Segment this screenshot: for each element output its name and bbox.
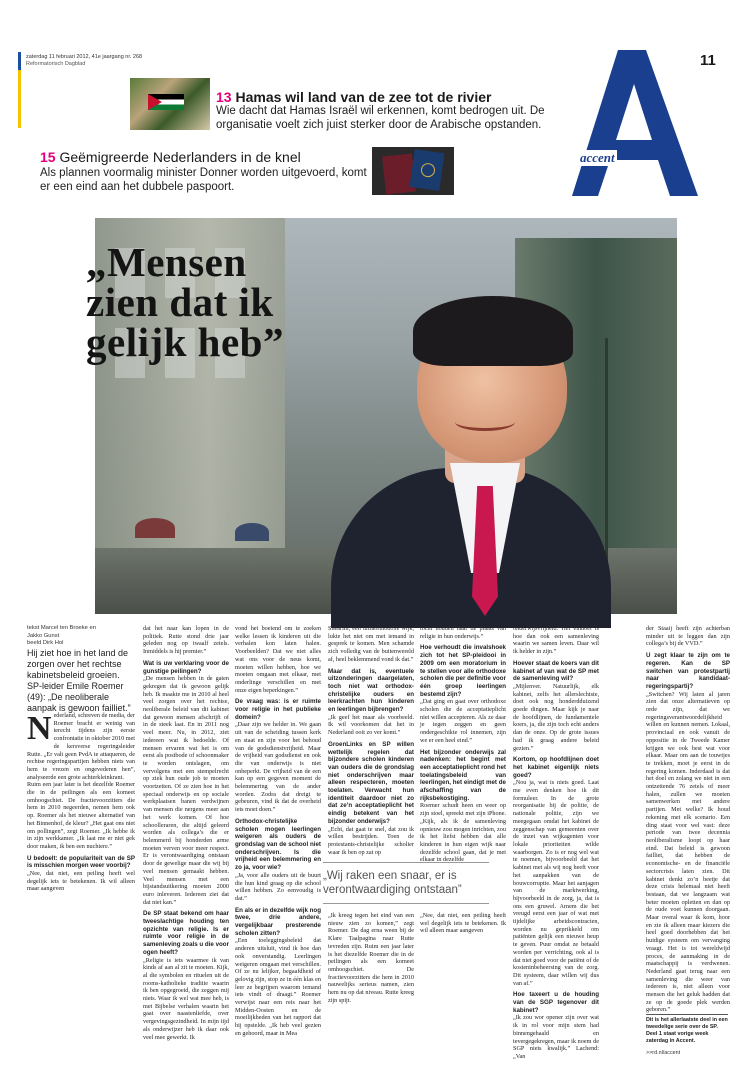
- teaser-headline-hamas[interactable]: [216, 89, 491, 105]
- website-link[interactable]: >>rd.nl/accent: [646, 1050, 681, 1056]
- article-column-1: Nederland, schreven de media, der Roemer bracht er weinig van terecht tijdens zijn eerste confrontatie in oktober 2010 met de kersverse regeringsleider Rutte. „Er valt geen PvdA te attaqueren, de rechtse regeringspartijen hebben niets van hem te vrezen en ongevederen hen”, analyseerde een grote achterkleinkrant. Ruim een jaar later is het dezelfde Roemer die in de peilingen als een komeet omhoogschiet. De fractievoorzitters die hem in 2010 negeerden, nemen hem ook op. Roemer als het nieuwe alternatief van het Binnenhof, de kleur? „Het gaat ons niet om pollingen”, zegt Roemer. „Ik hebbe ik in zijn werkkamer. „Ik laat me er niet gek door maken, ik ben een nuchtere.” U bedoelt: de populariteit van de SP is misschien morgen weer voorbij? „Nee, dat niet, een peiling heeft wel degelijk iets te betekenen. Ik wil alleen maar aangeven: [27, 710, 136, 893]
- paper-name: Reformatorisch Dagblad: [26, 61, 86, 67]
- article-column-6: onderwijsvrijheid. Het eindoel is hoe dan ook een samenleving waarin we samen leven. Daar wil ik helder in zijn.” Hoever staat de koers van dit kabinet af van wat de SP met de samenleving wil? „Mijlenver. Natuurlijk, elk kabinet, zelfs het allerslechtste, doet ook nog honderdduizend goede dingen. Maar kijk je naar de hoofdlijnen, de fundamentele koers, ja, die zijn toch echt anders dan de onze. Op de grote issues had ik graag andere beleid gezien.” Kortom, op hoofdlijnen doet het kabinet eigenlijk niets goed? „Nou ja, wat is niets goed. Laat me even denken hoe ik dit formuleer. In de grote reorganisatie bij de politie, de nationale politie, zijn we meegegaan omdat het kabinet de zeggenschap van gemeenten over de inzet van wijkagenten voor lokale prioriteiten wilde waarborgen. Zo is er nog wel wat te noemen, bijvoorbeeld dat het kabinet met als wij nog heeft voor het aanpakken van de bouwcorruptie. Maar het aanjagen van de marktwerking, bijvoorbeeld in de zorg, ja, dat is ons een gruwel. Arnem die het vreugd eerst een jaar of wat met tijdelijke arbeidscontracten, worden nu geprikkeld om patiënten gelijk een nieuwe heup te geven. Puur omdat ze betaald worden per verrichting, ook al is dat niet goed voor de patiënt of de kosteninbeheersing van de zorg. Dit systeem, daar willen wij dus van af.” Hoe taxeert u de houding van de SGP tegenover dit kabinet? „Ik zou wor opener zijn over wat ik in rol voor mijn stem had binnengehaald en tevergegekregen, maar ik noem de SGP niets kwalijk.” Lachend: „Van: [513, 625, 599, 1060]
- passport-icon: [410, 149, 445, 191]
- section-name: accent: [580, 150, 615, 165]
- teaser-page-number: 13: [216, 89, 232, 105]
- teaser-image-protest[interactable]: [130, 78, 210, 130]
- teaser-page-number: 15: [40, 149, 56, 165]
- letter-a-icon: [572, 50, 698, 196]
- drop-cap: N: [27, 710, 52, 747]
- page-number: 11: [700, 52, 716, 69]
- headline-quote: „Mensen zien dat ik gelijk heb”: [86, 239, 284, 365]
- pull-quote: „Wij raken een snaar, er is verontwaardiging ontstaan”: [323, 862, 489, 904]
- teaser-image-passports[interactable]: [372, 147, 454, 195]
- article-column-2: dat het naar kan lopen in de politiek. Rutte stond drie jaar geleden nog op twaalf zetels. Inmiddels is hij premier.” Wat is uw verklaring voor de gunstige peilingen? „De mensen hebben in de gaten gekregen dat ik gewoon gelijk heb. Ik maakte me in 2010 al heel veel zorgen over het rechtse, neoliberale beleid van dit kabinet dat gewoon mensen afschrijft of in de steek laat. En in 2011 nog veel meer. Nu, in 2012, ziet iedereen wat ik bedoelde. Of mensen ervaren wat het is om eerst als postbode of schoonmaker te worden ontslagen, om vervolgens met een stempelrecht op ziek hun oude job te moeten voortzetten. Of ze zien hoe in het speciaal onderwijs en op sociale werkplaatsen banen verdwijnen van mensen die nergens meer aan het werk komen. Of hoe schoolleraren, die altijd geleerd worden als collega’s die er belemmerd bij honderden arme moeten verven voor meer respect. Er is verontwaardiging ontstaan door de gewelige maar die wij bij veel mensen gemaakt hebben. Veel mensen met een bijstandsuitkering moeten 2000 euro inleveren. Iedereen ziet dat dat niet kan.” De SP staat bekend om haar tweeslachtige houding ten opzichte van religie. Is er ruimte voor religie in de samenleving zoals u die voor ogen heeft? „Religie is iets waarmee ik van kinds af aan al zit te moeten. Kijk, al die symbolen en rituelen uit de rooms-katholieke traditie waarin ik ben opgegroeid, die zeggen mij niets. Waar ik wel wat mee heb, is met Bijbelse verhalen waarin het gaat over naastenliefde, over vergevingsgezindheid. In mijn tijd als onderwijzer heb ik daar ook veel mee gewerkt. Ik: [143, 625, 229, 1041]
- series-note: Dit is het allerlaatste deel in een tweedelige serie over de SP. Deel 1 staat vorige week zaterdag in Accent.: [646, 1014, 728, 1045]
- article-column-5: tocht houden naar de plaats van religie in hun onderwijs.” Hoe verhoudt die invalshoek zich tot het SP-pleidooi in 2009 om een moratorium in te stellen voor alle orthodoxe scholen die per definitie voor één groep leerlingen bestemd zijn? „Dat ging en gaat over orthodoxe scholen die de acceptatieplicht niet willen accepteren. Als ze daar je tegen zeggen en geen ondergeschikte rol innemen, zijn we er een heel eind.” Het bijzonder onderwijs zal nadenken: het begint met een acceptatieplicht rond het toelatingsbeleid van leerlingen, het eindigt met de afschaffing van de rijksbekostiging. Roemer schudt heen en weer op zijn stoel, spreekt met zijn iPhone. „Kijk, als ik de samenleving opnieuw zou mogen inrichten, zou ik het liefst hebben dat alle kinderen in hun eigen wijk naar dezelfde school gaan, dat je met elkaar in dezelfde: [420, 625, 506, 864]
- svg-text:A: A: [631, 128, 633, 129]
- blue-rule: [18, 52, 21, 70]
- section-logo: [566, 48, 698, 198]
- date-line: zaterdag 11 februari 2012, 41e jaargang nr. 268: [26, 54, 143, 60]
- article-column-3: vond het boeiend om te zoeken welke lessen ik kinderen uit die verhalen kon laten halen. Voorbeelden? Dat we niet alles wat ons voor de neus komt, moeten willen hebben, hoe we moeten omgaan met elkaar, met onderlinge verschillen en met onze eigen beperkingen.” De vraag was: is er ruimte voor religie in het publieke domein? „Daar zijn we helder in. We gaan uit van de scheiding tussen kerk en staat en zijn voor het behoud van de godsdienstvrijheid. Maar de vrijheid van godsdienst en ook die van onderwijs is niet onbeperkt. De vrijheid van de een kan op een gegeven moment de belemmering van de ander worden. Zodra dat dreigt te gebeuren, vind ik dat de overheid iets moet doen.” Orthodox-christelijke scholen mogen leerlingen weigeren als ouders de grondslag van de school niet onderschrijven. Is die vrijheid een belemmering en zo ja, voor wie? „Ja, voor alle ouders uit de buurt die hun kind graag op die school willen hebben. Zo eenvoudig is dat.” En als er in dezelfde wijk nog twee, drie andere, vergelijkbaar presterende scholen zitten? „Een toeleggingsbeleid dat anderen uitsluit, vind ik hoe dan ook onverstandig. Leerlingen weigeren omgaan met verschillen. Of ze nu lelijker, begaafdheid of gelovig zijn, stop ze in één klas en leer ze begrijpen waarom iemand iets vindt of draagt.” Roemer verwijst naar een reis naar het Midden-Oosten en de moeilijkheden van het rapport dat hij opstelde. „Ik heb veel gezien en gehoord, maar in Mea: [235, 625, 321, 1037]
- article-column-5-lower: „Nee, dat niet, een peiling heeft wel degelijk iets te betekenen. Ik wil alleen maar aangeven: [420, 912, 506, 935]
- article-column-4: Shearim, een ultraorthodoxe wijk, lukte het niet om met iemand in gesprek te komen. Men schamde zich volledig van de buitenwereld af, heel beklemmend vond ik dat.” Maar dat is, eventuele uitzonderingen daargelaten, toch niet wat orthodox-christelijke ouders en leerkrachten hun kinderen en leerlingen bijbrengen? „Ik geef het maar als voorbeeld. Ik wil voorkomen dat het in Nederland ooit zo ver komt.” GroenLinks en SP willen wettelijk regelen dat bijzondere scholen kinderen van ouders die de grondslag niet onderschrijven maar alleen respecteren, moeten toelaten. Verwacht hun identiteit daardoor niet zo dat ze’n acceptatieplicht het eindig betekent van het bijzonder onderwijs? „Echt, dat gaat te snel, dat zou ik willen bestrijden. Toen de protestants-christelijke scholier waar ik ben op zat op: [328, 625, 414, 856]
- article-lead: Hij ziet hoe in het land de zorgen over het rechtse kabinetsbeleid groeien. SP-leider Emile Roemer (49): „De neoliberale aanpak is gewoon failliet.”: [27, 648, 131, 713]
- teaser-title: Hamas wil land van de zee tot de rivier: [235, 89, 492, 105]
- article-column-7: der Staaij heeft zijn achterban minder uit te leggen dan zijn collega’s bij de VVD.” U zegt klaar te zijn om te regeren. Kan de SP switchen van protestpartij naar kandidaat-regeringspartij? „Switchen? Wij laten al jaren zien dat onze alternatieven op orde zijn, dat we regeringsverantwoordelijkheid willen en kunnen nemen. Lokaal, provinciaal en ook vanuit de oppositie in de Tweede Kamer krijgen we ook best wat voor elkaar. Maar om aan de touwtjes te trekken, moet je eerst in de regering komen. Inderdaad is dat het doel en zolang we niet in een ontzettende 76 zetels of meer halen, zullen we moeten samenwerken met andere partijen. Met welke? Ik houd rekening met elk scenario. Een ding staat voor wel vast: deze periode van twee decennia neoliberalisme loopt op haar eind. Dat beleid is gewoon failliet, dat hebben de economische- en de financiële sectorcrisis laten zien. Dit kabinet denkt zo’n beetje dat deze crisis helemaal niet heeft bestaan, dat we langzaam wat beter moeten opletten en dan op de oude voet kunnen doorgaan. Maar overal waar ik kom, hoor en zie ik alleen maar kiezers die heel goed doorhebben dat het huidige systeem om vervanging vraagt. Het is tot wereldwijd proces, de aanmaking in de maatschappij is verdwenen. Nederland gaat terug naar een samenleving die weer van iedereen is, niet alleen voor mensen die het geluk hadden dat ze op de goede plek werden geboren.”: [646, 625, 730, 1014]
- article-column-4-lower: „Ik kreeg tegen het eind van een nieuw zien zo komen,” zegt Roemer. De dag erna ween bij de Klare Taalpagina naar Rutte tevreden zijn. Ruim een jaar later is het diezelfde Roemer die in de peilingen als een komeet omhoogschiet. De fractievoorzitters die hem in 2010 nauwelijks serieus namen, zien hem nu op dat niveau. Rutte kreeg zijn spijt.: [328, 912, 414, 1004]
- teaser-text-emigrants: Als plannen voormalig minister Donner worden uitgevoerd, komt er een eind aan het dubbele paspoort.: [40, 167, 367, 193]
- byline: tekst Marcel ten Broeke en Jakko Gunst beeld Dirk Hol: [27, 625, 96, 646]
- teaser-text-hamas: Wie dacht dat Hamas Israël wil erkennen, komt bedrogen uit. De organisatie voelt zich juist sterker door de Arabische opstanden.: [216, 105, 545, 131]
- teaser-headline-emigrants[interactable]: [40, 149, 301, 165]
- teaser-title: Geëmigreerde Nederlanders in de knel: [59, 149, 301, 165]
